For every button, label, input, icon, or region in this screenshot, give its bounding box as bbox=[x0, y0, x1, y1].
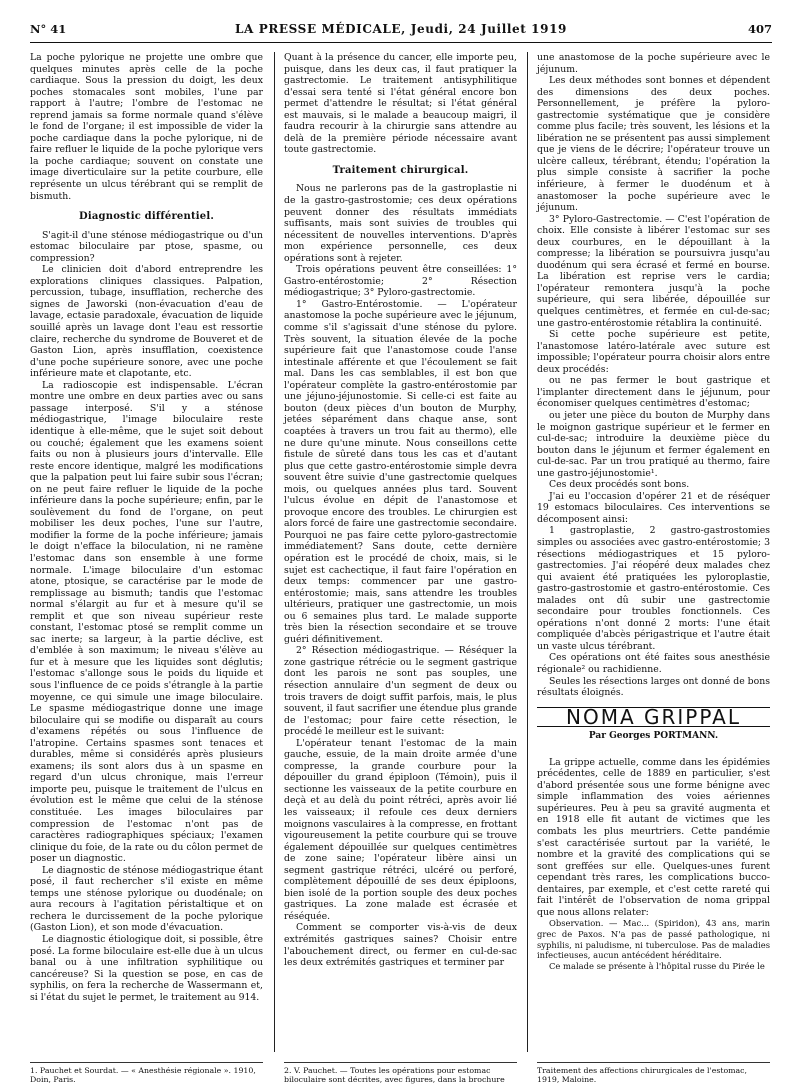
article-title: NOMA GRIPPAL bbox=[537, 707, 770, 728]
paragraph: ou jeter une pièce du bouton de Murphy dans le moignon gastrique supérieur et le fermer en cul-de-sac; introduire la deuxième pièce du bouton dans le jéjunum et fermer également en cul-de-sac. Par un trou pratiqué au thermo, faire une gastro-jéjunostomie¹. bbox=[537, 409, 770, 479]
section-heading: Diagnostic différentiel. bbox=[78, 211, 215, 223]
observation-paragraph: Ce malade se présente à l'hôpital russe du Pirée le bbox=[549, 960, 765, 971]
paragraph: La poche pylorique ne projette une ombre que quelques minutes après celle de la poche cardiaque. Sous la pression du doigt, les deux poches stomacales sont mobiles, l'une par rapport à l'autre; l'ombre de l'estomac ne reprend jamais sa forme normale quand s'élève le fond de l'organe; il est impossible de vider la poche cardiaque dans la poche pylorique, ni de faire refluer le liquide de la poche pylorique vers la poche cardiaque; souvent on constate une image diverticulaire sur la petite courbure, elle représente un ulcus térébrant qui se remplit de bismuth. bbox=[30, 52, 263, 202]
paragraph: 1° Gastro-Entérostomie. — L'opérateur anastomose la poche supérieure avec le jéjunum, comme s'il s'agissait d'une sténose du pylore. Très souvent, la situation élevée de la poche supérieure fait que l'anastomose coude l'anse intestinale afférente et que l'écoulement se fait mal. Dans les cas semblables, il est bon que l'opérateur complète la gastro-entérostomie par une jéjuno-jéjunostomie. Si celle-ci est faite au bouton (deux pièces d'un bouton de Murphy, jetées séparément dans chaque anse, sont coaptées à travers un trou fait au thermo), elle ne dure qu'une minute. Nous conseillons cette fistule de sûreté dans tous les cas et d'autant plus que cette gastro-entérostomie simple devra souvent être suivie d'une gastrectomie quelques mois, ou quelques années plus tard. Souvent l'ulcus évolue en dépit de l'anastomose et provoque encore des troubles. Le chirurgien est alors forcé de faire une gastrectomie secondaire. Pourquoi ne pas faire cette pyloro-gastrectomie immédiatement? Sans doute, cette dernière opération est le procédé de choix, mais, si le sujet est cachectique, il faut faire l'opération en deux temps: commencer par une gastro-entérostomie; mais, sans attendre les troubles ultérieurs, pratiquer une gastrectomie, un mois ou 6 semaines plus tard. Le malade supporte très bien la résection secondaire et se trouve guéri définitivement. bbox=[284, 298, 517, 645]
column-rule bbox=[274, 52, 275, 1052]
article-byline: Par Georges PORTMANN. bbox=[588, 731, 719, 742]
paragraph: L'opérateur tenant l'estomac de la main gauche, essuie, de la main droite armée d'une compresse, la grande courbure pour la dépouiller du grand épiploon (Témoin), puis il sectionne les vaisseaux de la petite courbure en deçà et au delà du point rétréci, après avoir lié les vaisseaux; il refoule ces deux derniers moignons vasculaires à la compresse, en frottant vigoureusement la petite courbure qui se trouve également dépouillée sur quelques centimètres de zone saine; l'opérateur libère ainsi un segment gastrique rétréci, ulcéré ou perforé, complètement dépouillé de ses deux épiploons, bien isolé de la portion souple des deux poches gastriques. La zone malade est écrasée et réséquée. bbox=[284, 737, 517, 922]
paragraph: une anastomose de la poche supérieure avec le jéjunum. bbox=[537, 52, 770, 75]
paragraph: La grippe actuelle, comme dans les épidémies précédentes, celle de 1889 en particulier, s'est d'abord présentée sous une forme bénigne avec simple inflammation des voies aériennes supérieures. Peu à peu sa gravité augmenta et en 1918 elle fit autant de victimes que les combats les plus meurtriers. Cette pandémie s'est caractérisée surtout par la variété, le nombre et la gravité des complications qui se sont greffées sur elle. Quelques-unes furent cependant très rares, les complications bucco-dentaires, par exemple, et c'est cette rareté qui fait l'intérêt de l'observation de noma grippal que nous allons relater: bbox=[537, 756, 770, 918]
paragraph: Le diagnostic étiologique doit, si possible, être posé. La forme biloculaire est-elle due à un ulcus banal ou à une infiltration syphilitique ou cancéreuse? Si la question se pose, en cas de syphilis, on fera la recherche de Wassermann et, si l'état du sujet le permet, le traitement au 914. bbox=[30, 934, 263, 1003]
paragraph: Si cette poche supérieure est petite, l'anastomose latéro-latérale avec suture est impossible; l'opérateur pourra choisir alors entre deux procédés: bbox=[537, 329, 770, 375]
paragraph: Le clinicien doit d'abord entreprendre les explorations cliniques classiques. Palpation, percussion, tubage, insufflation, recherche des signes de Jaworski (non-évacuation d'eau de lavage, ectasie paradoxale, évacuation de liquide souillé après un lavage dont l'eau est ressortie claire, recherche du syndrome de Bouveret et de Gaston Lion, après insufflation, coexistence d'une poche supérieure sonore, avec une poche inférieure mate et clapotante, etc. bbox=[30, 264, 263, 380]
column-middle bbox=[284, 52, 517, 969]
footnote: Traitement des affections chirurgicales de l'estomac, 1919, Maloine. bbox=[537, 1062, 770, 1085]
column-left bbox=[30, 52, 263, 1003]
footnote: 1. Pauchet et Sourdat. — « Anesthésie régionale ». 1910, Doin, Paris. bbox=[30, 1062, 263, 1085]
column-right bbox=[537, 52, 770, 971]
paragraph: Ces opérations ont été faites sous anesthésie régionale² ou rachidienne. bbox=[537, 652, 770, 675]
paragraph: J'ai eu l'occasion d'opérer 21 et de réséquer 19 estomacs biloculaires. Ces interventions se décomposent ainsi: bbox=[537, 490, 770, 525]
paragraph: Trois opérations peuvent être conseillées: 1° Gastro-entérostomie; 2° Résection médiogastrique; 3° Pyloro-gastrectomie. bbox=[284, 264, 517, 299]
paragraph: Les deux méthodes sont bonnes et dépendent des dimensions des deux poches. Personnellement, je préfère la pyloro-gastrectomie systématique que je considère comme plus facile; très souvent, les lésions et la libération ne se présentent pas aussi simplement que je viens de le décrire; l'opérateur trouve un ulcère calleux, térébrant, étendu; l'opération la plus simple consiste à sacrifier la poche inférieure, à fermer le duodénum et à anastomoser la poche supérieure avec le jéjunum. bbox=[537, 75, 770, 214]
paragraph: ou ne pas fermer le bout gastrique et l'implanter directement dans le jéjunum, pour économiser quelques centimètres d'estomac; bbox=[537, 375, 770, 410]
issue-number: N° 41 bbox=[30, 22, 67, 36]
paragraph: 2° Résection médiogastrique. — Réséquer la zone gastrique rétrécie ou le segment gastrique dont les parois ne sont pas souples, une résection annulaire d'un segment de deux ou trois travers de doigt suffit parfois, mais, le plus souvent, il faut sacrifier une étendue plus grande de l'estomac; pour faire cette résection, le procédé le meilleur est le suivant: bbox=[284, 645, 517, 738]
paragraph: 3° Pyloro-Gastrectomie. — C'est l'opération de choix. Elle consiste à libérer l'estomac sur ses deux courbures, en le dépouillant à la compresse; la libération se poursuivra jusqu'au duodénum qui sera écrasé et fermé en bourse. La libération est reprise vers le cardia; l'opérateur remontera jusqu'à la poche supérieure, qui sera libérée, dépouillée sur quelques centimètres, et fermée en cul-de-sac; une gastro-entérostomie rétablira la continuité. bbox=[537, 213, 770, 329]
paragraph: Nous ne parlerons pas de la gastroplastie ni de la gastro-gastrostomie; ces deux opérations peuvent donner des résultats immédiats suffisants, mais sont suivies de troubles qui nécessitent de nouvelles interventions. D'après mon expérience personnelle, ces deux opérations sont à rejeter. bbox=[284, 183, 517, 264]
paragraph: Seules les résections larges ont donné de bons résultats éloignés. bbox=[537, 675, 770, 699]
paragraph: S'agit-il d'une sténose médiogastrique ou d'un estomac biloculaire par ptose, spasme, ou compression? bbox=[30, 229, 263, 264]
paragraph: Ces deux procédés sont bons. bbox=[549, 479, 690, 491]
paragraph: Le diagnostic de sténose médiogastrique étant posé, il faut rechercher s'il existe en même temps une sténose pylorique ou duodénale; on aura recours à l'agitation péristaltique et on rechera le durcissement de la poche pylorique (Gaston Lion), et son mode d'évacuation. bbox=[30, 864, 263, 934]
section-heading: Traitement chirurgical. bbox=[332, 164, 469, 176]
paragraph: Comment se comporter vis-à-vis de deux extrémités gastriques saines? Choisir entre l'abouchement direct, ou fermer en cul-de-sac les deux extrémités gastriques et terminer par bbox=[284, 922, 517, 969]
column-rule bbox=[527, 52, 528, 1052]
paragraph: 1 gastroplastie, 2 gastro-gastrostomies simples ou associées avec gastro-entérostomie; 3 résections médiogastriques et 15 pyloro-gastrectomies. J'ai réopéré deux malades chez qui avaient été pratiquées les pyloroplastie, gastro-gastrostomie et gastro-entérostomie. Ces malades ont dû subir une gastrectomie secondaire pour troubles fonctionnels. Ces opérations n'ont donné 2 morts: l'une était compliquée d'abcès périgastrique et l'autre était un vaste ulcus térébrant. bbox=[537, 525, 770, 652]
paragraph: La radioscopie est indispensable. L'écran montre une ombre en deux parties avec ou sans passage interposé. S'il y a sténose médiogastrique, l'image biloculaire reste identique à elle-même, que le sujet soit debout ou couché; également que les examens soient faits ou non à plusieurs jours d'intervalle. Elle reste encore identique, malgré les modifications que la palpation peut lui faire subir sous l'écran; on ne peut faire refluer le liquide de la poche inférieure dans la poche supérieure; enfin, par le soulèvement du fond de l'organe, on peut mobiliser les deux poches, l'une sur l'autre, modifier la forme de la poche inférieure; jamais le doigt n'efface la biloculation, ni ne ramène l'estomac dans son ensemble à une forme normale. L'image biloculaire d'un estomac atone, ptosique, se caractérise par le mode de remplissage au bismuth; tandis que l'estomac normal s'élargit au fur et à mesure qu'il se remplit et que son niveau supérieur reste constant, l'estomac ptosé se remplit comme un sac inerte; sa largeur, à la partie déclive, est d'emblée à son maximum; le niveau s'élève au fur et à mesure que les liquides sont déglutis; l'estomac s'allonge sous le poids du liquide et sous l'influence de ce poids s'étrangle à la partie moyenne, ce qui simule une image biloculaire. Le spasme médiogastrique donne une image biloculaire qui se modifie ou disparaît au cours d'examens répétés ou sous l'influence de l'atropine. Certains spasmes sont tenaces et durables, même si considérés après plusieurs examens; ils sont alors dus à un spasme en regard d'un ulcus chronique, mais l'erreur importe peu, puisque le traitement de l'ulcus en évolution est le même que celui de la sténose constituée. Les images biloculaires par compression de l'estomac n'ont pas de caractères radiographiques spéciaux; l'examen clinique du foie, de la rate ou du côlon permet de poser un diagnostic. bbox=[30, 379, 263, 865]
page-header bbox=[30, 22, 772, 43]
journal-title: LA PRESSE MÉDICALE, Jeudi, 24 Juillet 1919 bbox=[235, 22, 567, 36]
paragraph: Quant à la présence du cancer, elle importe peu, puisque, dans les deux cas, il faut pratiquer la gastrectomie. Le traitement antisyphilitique d'essai sera tenté si l'état général encore bon permet d'attendre le résultat; si l'état général est mauvais, si le malade a beaucoup maigri, il faudra recourir à la chirurgie sans attendre au delà de la première période nécessaire avant toute gastrectomie. bbox=[284, 52, 517, 156]
observation-paragraph: Observation. — Mac... (Spiridon), 43 ans, marin grec de Paxos. N'a pas de passé pathologique, ni syphilis, ni paludisme, ni tuberculose. Pas de maladies infectieuses, aucun antécédent héréditaire. bbox=[537, 918, 770, 961]
footnote: 2. V. Pauchet. — Toutes les opérations pour estomac biloculaire sont décrites, avec figures, dans la brochure bbox=[284, 1062, 517, 1085]
page-number: 407 bbox=[747, 22, 772, 36]
